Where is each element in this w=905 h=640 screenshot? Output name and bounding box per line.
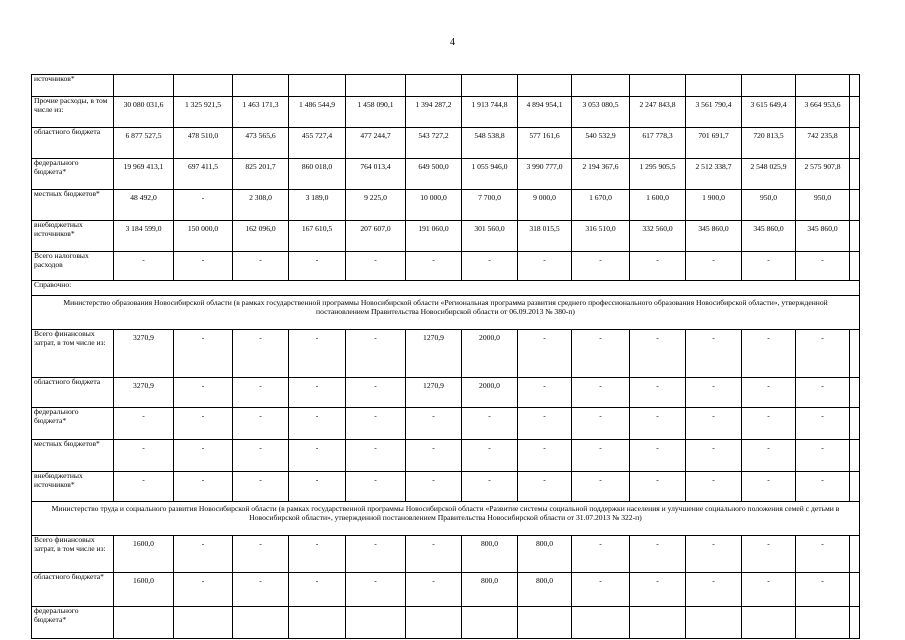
table-row [32, 75, 860, 97]
row-label: внебюджетных источников* [32, 472, 114, 502]
table-row [32, 378, 860, 408]
table-cell: - [346, 252, 406, 281]
table-cell: - [742, 472, 796, 502]
table-row [32, 221, 860, 252]
table-cell: 207 607,0 [346, 221, 406, 252]
table-cell: 543 727,2 [406, 128, 462, 159]
table-cell [518, 607, 572, 639]
table-cell: 455 727,4 [289, 128, 346, 159]
table-cell: - [742, 408, 796, 440]
empty-cell [850, 440, 860, 472]
table-cell: - [686, 573, 742, 607]
row-label: Прочие расходы, в том числе из: [32, 97, 114, 128]
table-cell: 316 510,0 [572, 221, 630, 252]
table-cell: - [630, 573, 686, 607]
empty-cell [850, 573, 860, 607]
table-cell: 950,0 [796, 190, 850, 221]
table-cell [174, 75, 233, 97]
table-cell: 1 900,0 [686, 190, 742, 221]
table-cell: - [289, 472, 346, 502]
table-cell: - [572, 330, 630, 378]
table-cell [518, 75, 572, 97]
empty-cell [850, 159, 860, 190]
table-cell [572, 75, 630, 97]
table-cell: - [742, 378, 796, 408]
table-row [32, 472, 860, 502]
table-cell: - [289, 408, 346, 440]
table-cell: - [742, 330, 796, 378]
table-row [32, 97, 860, 128]
row-label: внебюджетных источников* [32, 221, 114, 252]
empty-cell [850, 75, 860, 97]
empty-cell [850, 330, 860, 378]
row-label: федерального бюджета* [32, 159, 114, 190]
table-cell: - [174, 190, 233, 221]
table-cell: 649 500,0 [406, 159, 462, 190]
table-cell: - [796, 378, 850, 408]
table-cell: - [174, 378, 233, 408]
table-cell: 742 235,8 [796, 128, 850, 159]
table-cell: - [518, 378, 572, 408]
table-cell [630, 75, 686, 97]
table-cell: - [233, 408, 289, 440]
table-cell: 162 096,0 [233, 221, 289, 252]
table-cell: - [686, 440, 742, 472]
table-cell: 2000,0 [462, 330, 518, 378]
table-cell: 9 225,0 [346, 190, 406, 221]
table-cell: - [630, 408, 686, 440]
table-cell: - [289, 536, 346, 573]
row-label: федерального бюджета* [32, 408, 114, 440]
table-cell: - [742, 536, 796, 573]
table-cell: 3 990 777,0 [518, 159, 572, 190]
table-cell: 2 194 367,6 [572, 159, 630, 190]
table-cell: - [406, 536, 462, 573]
table-cell [346, 75, 406, 97]
table-cell: - [289, 378, 346, 408]
table-cell: 1 325 921,5 [174, 97, 233, 128]
table-cell: 4 894 954,1 [518, 97, 572, 128]
table-cell [406, 607, 462, 639]
table-row [32, 296, 860, 330]
table-cell: 30 080 031,6 [114, 97, 174, 128]
table-cell [462, 607, 518, 639]
table-cell [289, 75, 346, 97]
table-cell: 345 860,0 [742, 221, 796, 252]
table-cell: 2 548 025,9 [742, 159, 796, 190]
table-cell [796, 75, 850, 97]
table-cell [742, 607, 796, 639]
table-cell: 701 691,7 [686, 128, 742, 159]
table-cell: - [233, 252, 289, 281]
table-cell: - [406, 252, 462, 281]
table-cell: - [686, 536, 742, 573]
table-cell: 1 463 171,3 [233, 97, 289, 128]
table-cell: 9 000,0 [518, 190, 572, 221]
table-cell: - [233, 440, 289, 472]
table-cell: - [233, 330, 289, 378]
table-cell: 3 561 790,4 [686, 97, 742, 128]
table-row [32, 128, 860, 159]
table-cell: - [462, 252, 518, 281]
empty-cell [850, 190, 860, 221]
table-cell: 1600,0 [114, 536, 174, 573]
empty-cell [850, 607, 860, 639]
table-cell: - [174, 472, 233, 502]
table-cell: 548 538,8 [462, 128, 518, 159]
table-row [32, 440, 860, 472]
table-row [32, 408, 860, 440]
table-cell: 1 458 090,1 [346, 97, 406, 128]
table-cell: - [572, 472, 630, 502]
table-cell: 478 510,0 [174, 128, 233, 159]
table-cell: - [796, 573, 850, 607]
row-label: областного бюджета* [32, 573, 114, 607]
table-cell: - [572, 536, 630, 573]
table-cell: 3 189,0 [289, 190, 346, 221]
table-cell: - [742, 440, 796, 472]
table-cell: - [233, 378, 289, 408]
table-cell: 10 000,0 [406, 190, 462, 221]
table-cell [462, 75, 518, 97]
empty-cell [850, 408, 860, 440]
table-cell: 19 969 413,1 [114, 159, 174, 190]
table-cell: - [346, 573, 406, 607]
table-cell: 345 860,0 [796, 221, 850, 252]
row-label: местных бюджетов* [32, 190, 114, 221]
table-cell: - [572, 440, 630, 472]
table-cell: - [572, 252, 630, 281]
table-cell: - [233, 536, 289, 573]
table-cell [686, 607, 742, 639]
table-cell: - [114, 408, 174, 440]
table-cell: 3270,9 [114, 330, 174, 378]
table-cell: - [518, 330, 572, 378]
table-cell: - [572, 408, 630, 440]
table-cell: - [572, 378, 630, 408]
table-cell: - [406, 440, 462, 472]
table-cell: - [462, 408, 518, 440]
table-cell [572, 607, 630, 639]
table-cell: - [630, 536, 686, 573]
table-cell: - [114, 440, 174, 472]
row-label: областного бюджета [32, 378, 114, 408]
table-cell: 800,0 [462, 573, 518, 607]
table-cell: - [174, 536, 233, 573]
table-cell: - [406, 573, 462, 607]
table-cell: 860 018,0 [289, 159, 346, 190]
table-cell: - [742, 573, 796, 607]
table-cell: 720 813,5 [742, 128, 796, 159]
table-cell: 3 615 649,4 [742, 97, 796, 128]
table-cell [174, 607, 233, 639]
table-cell: 697 411,5 [174, 159, 233, 190]
empty-cell [850, 221, 860, 252]
reference-label: Справочно: [32, 281, 860, 296]
table-cell: 167 610,5 [289, 221, 346, 252]
table-cell: - [114, 252, 174, 281]
table-cell: - [518, 472, 572, 502]
table-cell: - [346, 330, 406, 378]
table-cell: 1 055 946,0 [462, 159, 518, 190]
table-cell: - [686, 330, 742, 378]
row-label: Всего налоговых расходов [32, 252, 114, 281]
table-cell: 1270,9 [406, 330, 462, 378]
table-cell: - [174, 252, 233, 281]
ministry-heading: Министерство образования Новосибирской области (в рамках государственной программы Новосибирской области «Региональная программа развития среднего профессионального образования Новосибирской области», утвержденной постановлением Правительства Новосибирской области от 06.09.2013 № 380-п) [32, 296, 860, 330]
table-cell: - [114, 472, 174, 502]
table-cell: 577 161,6 [518, 128, 572, 159]
table-cell: - [289, 252, 346, 281]
table-cell: 473 565,6 [233, 128, 289, 159]
table-cell: 3 053 080,5 [572, 97, 630, 128]
table-row [32, 252, 860, 281]
table-row [32, 607, 860, 639]
table-cell: - [346, 536, 406, 573]
table-cell: - [630, 472, 686, 502]
table-row [32, 281, 860, 296]
table-cell: - [233, 573, 289, 607]
table-cell [630, 607, 686, 639]
table-cell: - [346, 440, 406, 472]
finance-table [31, 74, 860, 639]
table-cell: - [742, 252, 796, 281]
table-cell: 477 244,7 [346, 128, 406, 159]
table-cell: 2 512 338,7 [686, 159, 742, 190]
table-cell: - [289, 330, 346, 378]
table-cell [114, 75, 174, 97]
table-cell: - [686, 252, 742, 281]
row-label: местных бюджетов* [32, 440, 114, 472]
table-cell [233, 75, 289, 97]
table-cell: - [289, 573, 346, 607]
ministry-heading: Министерство труда и социального развития Новосибирской области (в рамках государственной программы Новосибирской области «Развитие системы социальной поддержки населения и улучшение социального положения семей с детьми в Новосибирской области», утвержденной постановлением Правительства Новосибирской области от 31.07.2013 № 322-п) [32, 502, 860, 536]
table-cell: - [630, 378, 686, 408]
table-row [32, 502, 860, 536]
table-cell: 800,0 [462, 536, 518, 573]
table-cell: 345 860,0 [686, 221, 742, 252]
table-cell: - [406, 408, 462, 440]
table-cell: 950,0 [742, 190, 796, 221]
table-cell [289, 607, 346, 639]
table-cell: 332 560,0 [630, 221, 686, 252]
table-cell: - [796, 536, 850, 573]
table-cell [233, 607, 289, 639]
table-cell: 825 201,7 [233, 159, 289, 190]
row-label: Всего финансовых затрат, в том числе из: [32, 330, 114, 378]
empty-cell [850, 252, 860, 281]
empty-cell [850, 97, 860, 128]
table-cell: 3 664 953,6 [796, 97, 850, 128]
table-cell: - [518, 440, 572, 472]
table-cell [346, 607, 406, 639]
table-cell: - [233, 472, 289, 502]
row-label: Всего финансовых затрат, в том числе из: [32, 536, 114, 573]
table-cell: 617 778,3 [630, 128, 686, 159]
table-cell: 1 394 287,2 [406, 97, 462, 128]
row-label: областного бюджета [32, 128, 114, 159]
table-cell: 1600,0 [114, 573, 174, 607]
table-cell: 7 700,0 [462, 190, 518, 221]
table-cell: - [174, 408, 233, 440]
table-cell: 318 015,5 [518, 221, 572, 252]
table-cell: - [796, 252, 850, 281]
table-cell: 2 575 907,8 [796, 159, 850, 190]
table-cell: 800,0 [518, 536, 572, 573]
table-cell: - [686, 378, 742, 408]
table-cell: - [796, 472, 850, 502]
table-cell: 3270,9 [114, 378, 174, 408]
table-cell: - [174, 440, 233, 472]
table-cell [406, 75, 462, 97]
table-cell: - [630, 252, 686, 281]
row-label: источников* [32, 75, 114, 97]
table-cell: - [796, 408, 850, 440]
table-cell: 191 060,0 [406, 221, 462, 252]
table-cell: - [630, 440, 686, 472]
table-cell: - [406, 472, 462, 502]
table-cell: 2 247 843,8 [630, 97, 686, 128]
table-cell: - [462, 472, 518, 502]
table-cell: 1 600,0 [630, 190, 686, 221]
table-cell: - [630, 330, 686, 378]
table-row [32, 190, 860, 221]
table-cell: - [518, 408, 572, 440]
table-cell: 48 492,0 [114, 190, 174, 221]
table-cell: 301 560,0 [462, 221, 518, 252]
table-cell: 1 670,0 [572, 190, 630, 221]
table-cell: - [289, 440, 346, 472]
table-cell: 540 532,9 [572, 128, 630, 159]
empty-cell [850, 536, 860, 573]
table-cell: 1 486 544,9 [289, 97, 346, 128]
table-cell: 1 295 905,5 [630, 159, 686, 190]
table-cell: 1270,9 [406, 378, 462, 408]
table-cell: - [518, 252, 572, 281]
empty-cell [850, 128, 860, 159]
table-row [32, 573, 860, 607]
page-number: 4 [450, 37, 455, 48]
empty-cell [850, 472, 860, 502]
table-cell: - [346, 408, 406, 440]
table-cell: - [174, 330, 233, 378]
table-cell: 2000,0 [462, 378, 518, 408]
table-cell: - [346, 472, 406, 502]
table-cell [796, 607, 850, 639]
table-cell: 800,0 [518, 573, 572, 607]
table-row [32, 159, 860, 190]
empty-cell [850, 378, 860, 408]
table-cell: 6 877 527,5 [114, 128, 174, 159]
table-row [32, 536, 860, 573]
table-cell: - [686, 472, 742, 502]
table-cell [686, 75, 742, 97]
table-cell: - [572, 573, 630, 607]
table-cell: - [686, 408, 742, 440]
table-cell: 1 913 744,8 [462, 97, 518, 128]
table-cell [742, 75, 796, 97]
table-cell: - [174, 573, 233, 607]
table-cell: 764 013,4 [346, 159, 406, 190]
table-cell: - [462, 440, 518, 472]
table-cell: 150 000,0 [174, 221, 233, 252]
table-cell: - [796, 440, 850, 472]
table-cell: 2 308,0 [233, 190, 289, 221]
table-row [32, 330, 860, 378]
table-cell: - [796, 330, 850, 378]
table-cell: - [346, 378, 406, 408]
row-label: федерального бюджета* [32, 607, 114, 639]
table-cell [114, 607, 174, 639]
table-cell: 3 184 599,0 [114, 221, 174, 252]
